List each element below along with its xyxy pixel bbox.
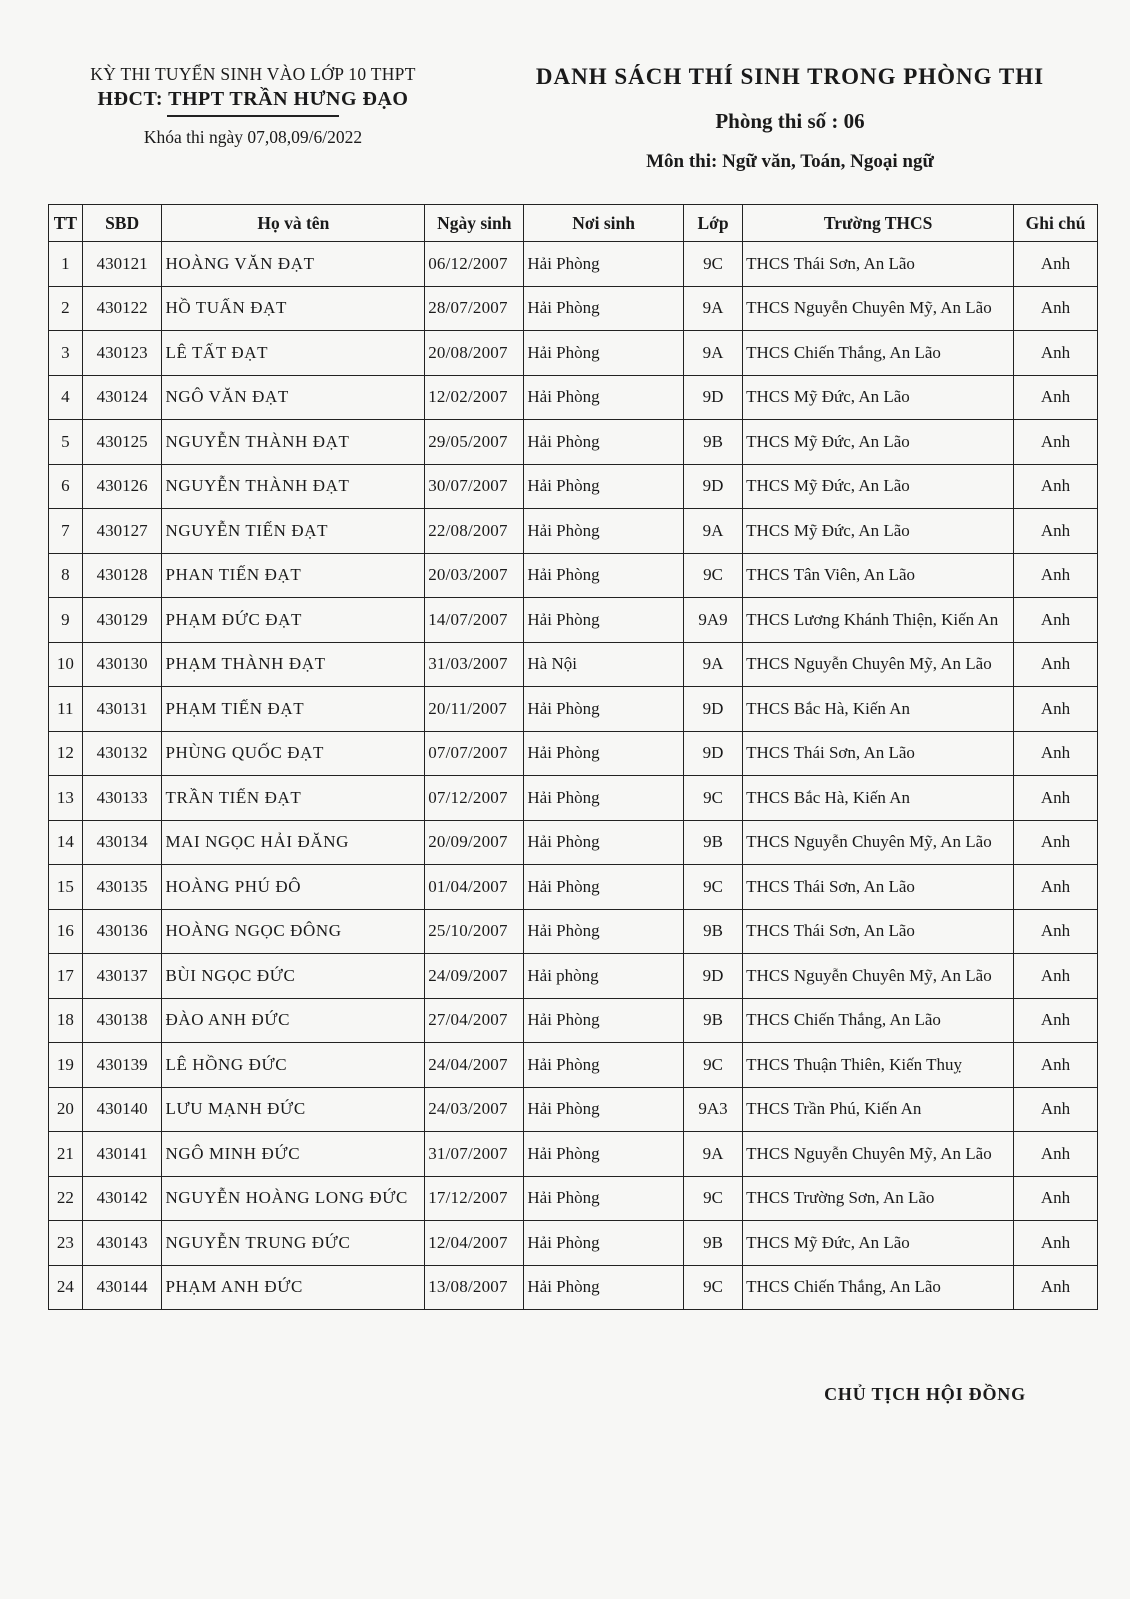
birth-place: Hải Phòng (524, 509, 683, 554)
row-number: 4 (49, 375, 83, 420)
signature-title: CHỦ TỊCH HỘI ĐỒNG (824, 1384, 1026, 1404)
candidate-name: PHẠM THÀNH ĐẠT (162, 642, 425, 687)
table-row (49, 865, 1098, 910)
birth-date: 06/12/2007 (425, 242, 524, 287)
header-school: Trường THCS (743, 205, 1014, 242)
class: 9B (683, 420, 742, 465)
candidate-id: 430136 (82, 909, 162, 954)
row-number: 8 (49, 553, 83, 598)
class: 9D (683, 687, 742, 732)
candidate-name: NGUYỄN TRUNG ĐỨC (162, 1221, 425, 1266)
candidate-id: 430135 (82, 865, 162, 910)
table-row (49, 242, 1098, 287)
exam-name: KỲ THI TUYỂN SINH VÀO LỚP 10 THPT (90, 64, 416, 84)
class: 9D (683, 375, 742, 420)
class: 9A (683, 642, 742, 687)
birth-date: 24/09/2007 (425, 954, 524, 999)
school: THCS Bắc Hà, Kiến An (743, 687, 1014, 732)
birth-date: 14/07/2007 (425, 598, 524, 643)
note: Anh (1014, 1265, 1098, 1310)
birth-place: Hải Phòng (524, 464, 683, 509)
school: THCS Chiến Thắng, An Lão (743, 998, 1014, 1043)
note: Anh (1014, 331, 1098, 376)
note: Anh (1014, 598, 1098, 643)
birth-place: Hải Phòng (524, 820, 683, 865)
candidate-name: LƯU MẠNH ĐỨC (162, 1087, 425, 1132)
row-number: 24 (49, 1265, 83, 1310)
birth-place: Hải Phòng (524, 1043, 683, 1088)
birth-date: 22/08/2007 (425, 509, 524, 554)
note: Anh (1014, 420, 1098, 465)
class: 9D (683, 954, 742, 999)
note: Anh (1014, 776, 1098, 821)
candidate-name: PHAN TIẾN ĐẠT (162, 553, 425, 598)
school: THCS Trần Phú, Kiến An (743, 1087, 1014, 1132)
candidate-name: BÙI NGỌC ĐỨC (162, 954, 425, 999)
room-number: Phòng thi số : 06 (715, 109, 865, 133)
row-number: 2 (49, 286, 83, 331)
row-number: 15 (49, 865, 83, 910)
birth-date: 20/08/2007 (425, 331, 524, 376)
class: 9B (683, 820, 742, 865)
school: THCS Thuận Thiên, Kiến Thuỵ (743, 1043, 1014, 1088)
school: THCS Nguyễn Chuyên Mỹ, An Lão (743, 286, 1014, 331)
candidate-name: LÊ TẤT ĐẠT (162, 331, 425, 376)
class: 9C (683, 1265, 742, 1310)
birth-place: Hải Phòng (524, 375, 683, 420)
exam-dates: Khóa thi ngày 07,08,09/6/2022 (143, 126, 363, 147)
row-number: 23 (49, 1221, 83, 1266)
class: 9C (683, 1043, 742, 1088)
table-row (49, 1221, 1098, 1266)
class: 9B (683, 1221, 742, 1266)
row-number: 13 (49, 776, 83, 821)
school: THCS Nguyễn Chuyên Mỹ, An Lão (743, 642, 1014, 687)
candidate-id: 430129 (82, 598, 162, 643)
row-number: 21 (49, 1132, 83, 1177)
row-number: 1 (49, 242, 83, 287)
candidate-id: 430134 (82, 820, 162, 865)
row-number: 5 (49, 420, 83, 465)
table-row (49, 1043, 1098, 1088)
row-number: 11 (49, 687, 83, 732)
table-row (49, 954, 1098, 999)
candidate-id: 430128 (82, 553, 162, 598)
row-number: 9 (49, 598, 83, 643)
row-number: 14 (49, 820, 83, 865)
note: Anh (1014, 731, 1098, 776)
birth-place: Hải Phòng (524, 909, 683, 954)
birth-place: Hà Nội (524, 642, 683, 687)
class: 9B (683, 909, 742, 954)
note: Anh (1014, 242, 1098, 287)
birth-date: 25/10/2007 (425, 909, 524, 954)
class: 9C (683, 1176, 742, 1221)
candidate-name: NGUYỄN THÀNH ĐẠT (162, 464, 425, 509)
candidate-id: 430125 (82, 420, 162, 465)
candidate-id: 430143 (82, 1221, 162, 1266)
birth-place: Hải Phòng (524, 865, 683, 910)
candidate-id: 430144 (82, 1265, 162, 1310)
birth-place: Hải Phòng (524, 331, 683, 376)
class: 9A9 (683, 598, 742, 643)
table-row (49, 1132, 1098, 1177)
school: THCS Mỹ Đức, An Lão (743, 464, 1014, 509)
school: THCS Chiến Thắng, An Lão (743, 331, 1014, 376)
note: Anh (1014, 375, 1098, 420)
school: THCS Mỹ Đức, An Lão (743, 375, 1014, 420)
candidate-id: 430130 (82, 642, 162, 687)
council-header (38, 62, 468, 149)
candidate-id: 430121 (82, 242, 162, 287)
note: Anh (1014, 998, 1098, 1043)
row-number: 20 (49, 1087, 83, 1132)
birth-place: Hải Phòng (524, 731, 683, 776)
table-row (49, 731, 1098, 776)
candidate-id: 430139 (82, 1043, 162, 1088)
class: 9A (683, 331, 742, 376)
note: Anh (1014, 642, 1098, 687)
table-row (49, 820, 1098, 865)
birth-date: 12/02/2007 (425, 375, 524, 420)
row-number: 3 (49, 331, 83, 376)
candidate-name: NGUYỄN TIẾN ĐẠT (162, 509, 425, 554)
candidate-id: 430141 (82, 1132, 162, 1177)
school: THCS Nguyễn Chuyên Mỹ, An Lão (743, 820, 1014, 865)
note: Anh (1014, 954, 1098, 999)
birth-place: Hải Phòng (524, 1265, 683, 1310)
school: THCS Thái Sơn, An Lão (743, 865, 1014, 910)
candidate-id: 430126 (82, 464, 162, 509)
birth-place: Hải Phòng (524, 553, 683, 598)
note: Anh (1014, 909, 1098, 954)
candidate-id: 430124 (82, 375, 162, 420)
birth-place: Hải Phòng (524, 998, 683, 1043)
birth-date: 30/07/2007 (425, 464, 524, 509)
candidate-name: NGÔ VĂN ĐẠT (162, 375, 425, 420)
class: 9C (683, 553, 742, 598)
birth-date: 07/07/2007 (425, 731, 524, 776)
school: THCS Thái Sơn, An Lão (743, 242, 1014, 287)
row-number: 10 (49, 642, 83, 687)
school: THCS Lương Khánh Thiện, Kiến An (743, 598, 1014, 643)
table-row (49, 286, 1098, 331)
header-dob: Ngày sinh (425, 205, 524, 242)
table-row (49, 998, 1098, 1043)
class: 9D (683, 731, 742, 776)
exam-subjects: Môn thi: Ngữ văn, Toán, Ngoại ngữ (646, 151, 934, 172)
row-number: 6 (49, 464, 83, 509)
candidate-name: PHẠM ĐỨC ĐẠT (162, 598, 425, 643)
candidate-id: 430132 (82, 731, 162, 776)
table-row (49, 509, 1098, 554)
note: Anh (1014, 286, 1098, 331)
candidate-id: 430142 (82, 1176, 162, 1221)
row-number: 17 (49, 954, 83, 999)
candidate-id: 430140 (82, 1087, 162, 1132)
candidate-name: NGÔ MINH ĐỨC (162, 1132, 425, 1177)
candidate-name: HỒ TUẤN ĐẠT (162, 286, 425, 331)
birth-place: Hải Phòng (524, 1087, 683, 1132)
candidate-id: 430127 (82, 509, 162, 554)
birth-place: Hải Phòng (524, 598, 683, 643)
header-note: Ghi chú (1014, 205, 1098, 242)
candidate-name: ĐÀO ANH ĐỨC (162, 998, 425, 1043)
birth-date: 31/03/2007 (425, 642, 524, 687)
table-row (49, 598, 1098, 643)
candidate-id: 430138 (82, 998, 162, 1043)
candidate-name: PHẠM ANH ĐỨC (162, 1265, 425, 1310)
birth-place: Hải Phòng (524, 286, 683, 331)
candidate-table (48, 204, 1098, 1310)
council-name: HĐCT: THPT TRẦN HƯNG ĐẠO (97, 88, 409, 110)
candidate-name: MAI NGỌC HẢI ĐĂNG (162, 820, 425, 865)
candidate-name: NGUYỄN HOÀNG LONG ĐỨC (162, 1176, 425, 1221)
candidate-id: 430133 (82, 776, 162, 821)
class: 9A (683, 1132, 742, 1177)
table-row (49, 909, 1098, 954)
birth-place: Hải Phòng (524, 420, 683, 465)
birth-place: Hải Phòng (524, 1221, 683, 1266)
note: Anh (1014, 687, 1098, 732)
row-number: 22 (49, 1176, 83, 1221)
header-divider (167, 115, 339, 117)
birth-date: 24/03/2007 (425, 1087, 524, 1132)
candidate-name: HOÀNG NGỌC ĐÔNG (162, 909, 425, 954)
class: 9D (683, 464, 742, 509)
candidate-id: 430137 (82, 954, 162, 999)
class: 9A (683, 286, 742, 331)
school: THCS Mỹ Đức, An Lão (743, 420, 1014, 465)
table-row (49, 642, 1098, 687)
row-number: 7 (49, 509, 83, 554)
header-tt: TT (49, 205, 83, 242)
school: THCS Thái Sơn, An Lão (743, 731, 1014, 776)
class: 9C (683, 242, 742, 287)
note: Anh (1014, 1176, 1098, 1221)
school: THCS Mỹ Đức, An Lão (743, 509, 1014, 554)
table-row (49, 331, 1098, 376)
note: Anh (1014, 820, 1098, 865)
table-row (49, 1176, 1098, 1221)
header-name: Họ và tên (162, 205, 425, 242)
candidate-name: PHÙNG QUỐC ĐẠT (162, 731, 425, 776)
birth-place: Hải Phòng (524, 1132, 683, 1177)
birth-date: 01/04/2007 (425, 865, 524, 910)
birth-date: 17/12/2007 (425, 1176, 524, 1221)
class: 9A3 (683, 1087, 742, 1132)
birth-date: 20/11/2007 (425, 687, 524, 732)
candidate-name: HOÀNG VĂN ĐẠT (162, 242, 425, 287)
school: THCS Bắc Hà, Kiến An (743, 776, 1014, 821)
table-row (49, 464, 1098, 509)
class: 9C (683, 865, 742, 910)
document-title: DANH SÁCH THÍ SINH TRONG PHÒNG THI (535, 64, 1045, 89)
candidate-id: 430123 (82, 331, 162, 376)
candidate-id: 430122 (82, 286, 162, 331)
document-title-block (480, 60, 1100, 176)
birth-date: 12/04/2007 (425, 1221, 524, 1266)
table-row (49, 420, 1098, 465)
table-header-row (49, 205, 1098, 242)
school: THCS Trường Sơn, An Lão (743, 1176, 1014, 1221)
table-row (49, 375, 1098, 420)
class: 9C (683, 776, 742, 821)
class: 9B (683, 998, 742, 1043)
table-row (49, 776, 1098, 821)
birth-date: 13/08/2007 (425, 1265, 524, 1310)
school: THCS Nguyễn Chuyên Mỹ, An Lão (743, 1132, 1014, 1177)
note: Anh (1014, 1221, 1098, 1266)
header-class: Lớp (683, 205, 742, 242)
birth-place: Hải Phòng (524, 242, 683, 287)
note: Anh (1014, 553, 1098, 598)
school: THCS Chiến Thắng, An Lão (743, 1265, 1014, 1310)
row-number: 19 (49, 1043, 83, 1088)
school: THCS Thái Sơn, An Lão (743, 909, 1014, 954)
candidate-name: NGUYỄN THÀNH ĐẠT (162, 420, 425, 465)
note: Anh (1014, 509, 1098, 554)
birth-place: Hải phòng (524, 954, 683, 999)
table-row (49, 687, 1098, 732)
school: THCS Tân Viên, An Lão (743, 553, 1014, 598)
birth-date: 29/05/2007 (425, 420, 524, 465)
candidate-name: LÊ HỒNG ĐỨC (162, 1043, 425, 1088)
candidate-name: HOÀNG PHÚ ĐÔ (162, 865, 425, 910)
school: THCS Mỹ Đức, An Lão (743, 1221, 1014, 1266)
header-birthplace: Nơi sinh (524, 205, 683, 242)
candidate-name: TRẦN TIẾN ĐẠT (162, 776, 425, 821)
table-row (49, 553, 1098, 598)
birth-date: 31/07/2007 (425, 1132, 524, 1177)
birth-date: 28/07/2007 (425, 286, 524, 331)
note: Anh (1014, 1132, 1098, 1177)
class: 9A (683, 509, 742, 554)
candidate-name: PHẠM TIẾN ĐẠT (162, 687, 425, 732)
birth-date: 20/03/2007 (425, 553, 524, 598)
candidate-id: 430131 (82, 687, 162, 732)
birth-place: Hải Phòng (524, 1176, 683, 1221)
header-sbd: SBD (82, 205, 162, 242)
note: Anh (1014, 865, 1098, 910)
note: Anh (1014, 1043, 1098, 1088)
row-number: 12 (49, 731, 83, 776)
note: Anh (1014, 1087, 1098, 1132)
school: THCS Nguyễn Chuyên Mỹ, An Lão (743, 954, 1014, 999)
row-number: 18 (49, 998, 83, 1043)
birth-place: Hải Phòng (524, 687, 683, 732)
birth-place: Hải Phòng (524, 776, 683, 821)
row-number: 16 (49, 909, 83, 954)
birth-date: 24/04/2007 (425, 1043, 524, 1088)
birth-date: 20/09/2007 (425, 820, 524, 865)
note: Anh (1014, 464, 1098, 509)
table-row (49, 1265, 1098, 1310)
birth-date: 27/04/2007 (425, 998, 524, 1043)
table-row (49, 1087, 1098, 1132)
birth-date: 07/12/2007 (425, 776, 524, 821)
